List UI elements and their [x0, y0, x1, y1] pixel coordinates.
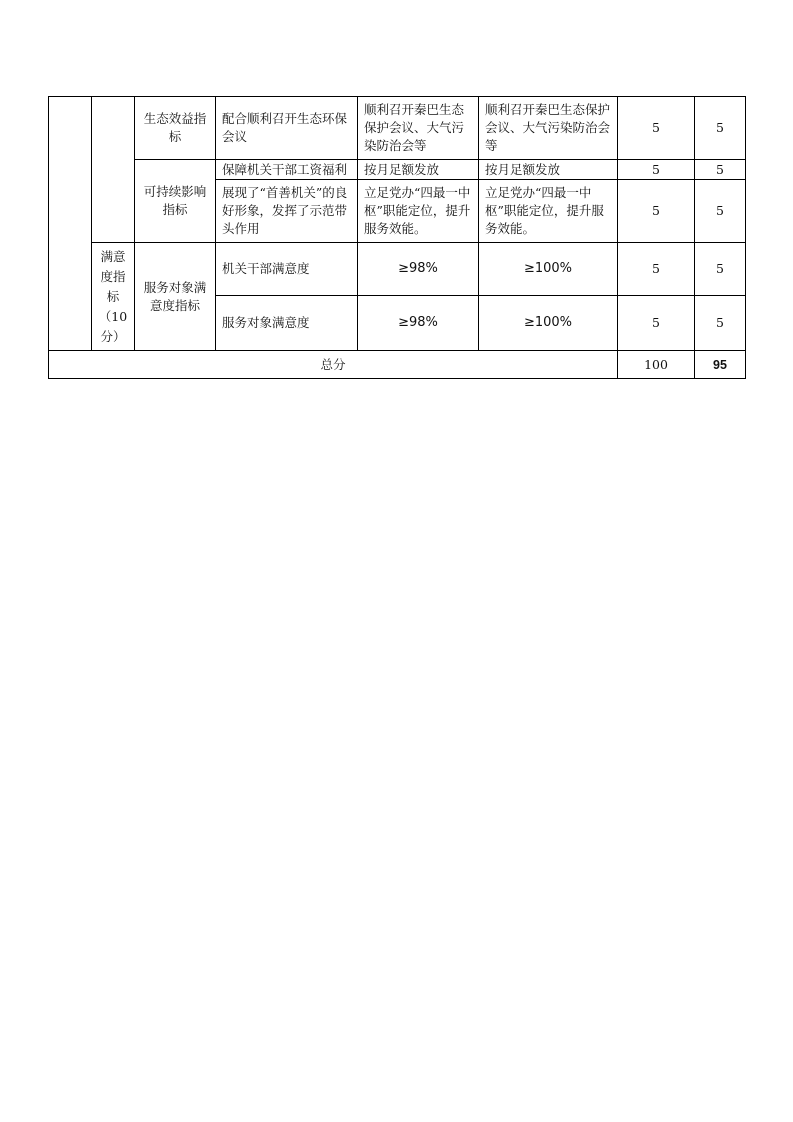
total-label: 总分: [49, 351, 618, 379]
total-got-score: 95: [695, 351, 746, 379]
indicator-cell: 展现了“首善机关”的良好形象，发挥了示范带头作用: [216, 180, 358, 243]
indicator-cell: 机关干部满意度: [216, 243, 358, 296]
indicator-cell: 保障机关干部工资福利: [216, 160, 358, 180]
full-score-cell: 5: [618, 160, 695, 180]
full-score-cell: 5: [618, 296, 695, 351]
target-cell: ≥98%: [358, 296, 479, 351]
category-cell: 生态效益指标: [135, 97, 216, 160]
total-full-score: 100: [618, 351, 695, 379]
actual-cell: 顺利召开秦巴生态保护会议、大气污染防治会等: [479, 97, 618, 160]
total-row: [49, 351, 746, 379]
got-score-cell: 5: [695, 243, 746, 296]
got-score-cell: 5: [695, 180, 746, 243]
actual-cell: 按月足额发放: [479, 160, 618, 180]
full-score-cell: 5: [618, 243, 695, 296]
actual-cell: ≥100%: [479, 243, 618, 296]
full-score-cell: 5: [618, 97, 695, 160]
table-row: [49, 97, 746, 160]
category-cell: 服务对象满意度指标: [135, 243, 216, 351]
target-cell: 顺利召开秦巴生态保护会议、大气污染防治会等: [358, 97, 479, 160]
level2-cell-continued: [92, 97, 135, 243]
target-cell: 立足党办“四最一中枢”职能定位，提升服务效能。: [358, 180, 479, 243]
full-score-cell: 5: [618, 180, 695, 243]
target-cell: ≥98%: [358, 243, 479, 296]
table-row: [49, 160, 746, 180]
target-cell: 按月足额发放: [358, 160, 479, 180]
level1-cell-continued: [49, 97, 92, 351]
got-score-cell: 5: [695, 160, 746, 180]
indicator-cell: 服务对象满意度: [216, 296, 358, 351]
actual-cell: 立足党办“四最一中枢”职能定位，提升服务效能。: [479, 180, 618, 243]
actual-cell: ≥100%: [479, 296, 618, 351]
table-row: [49, 243, 746, 296]
category-cell: 可持续影响指标: [135, 160, 216, 243]
indicator-cell: 配合顺利召开生态环保会议: [216, 97, 358, 160]
got-score-cell: 5: [695, 97, 746, 160]
got-score-cell: 5: [695, 296, 746, 351]
satisfaction-group-cell: 满意度指标（10分）: [92, 243, 135, 351]
performance-table: [48, 96, 746, 379]
